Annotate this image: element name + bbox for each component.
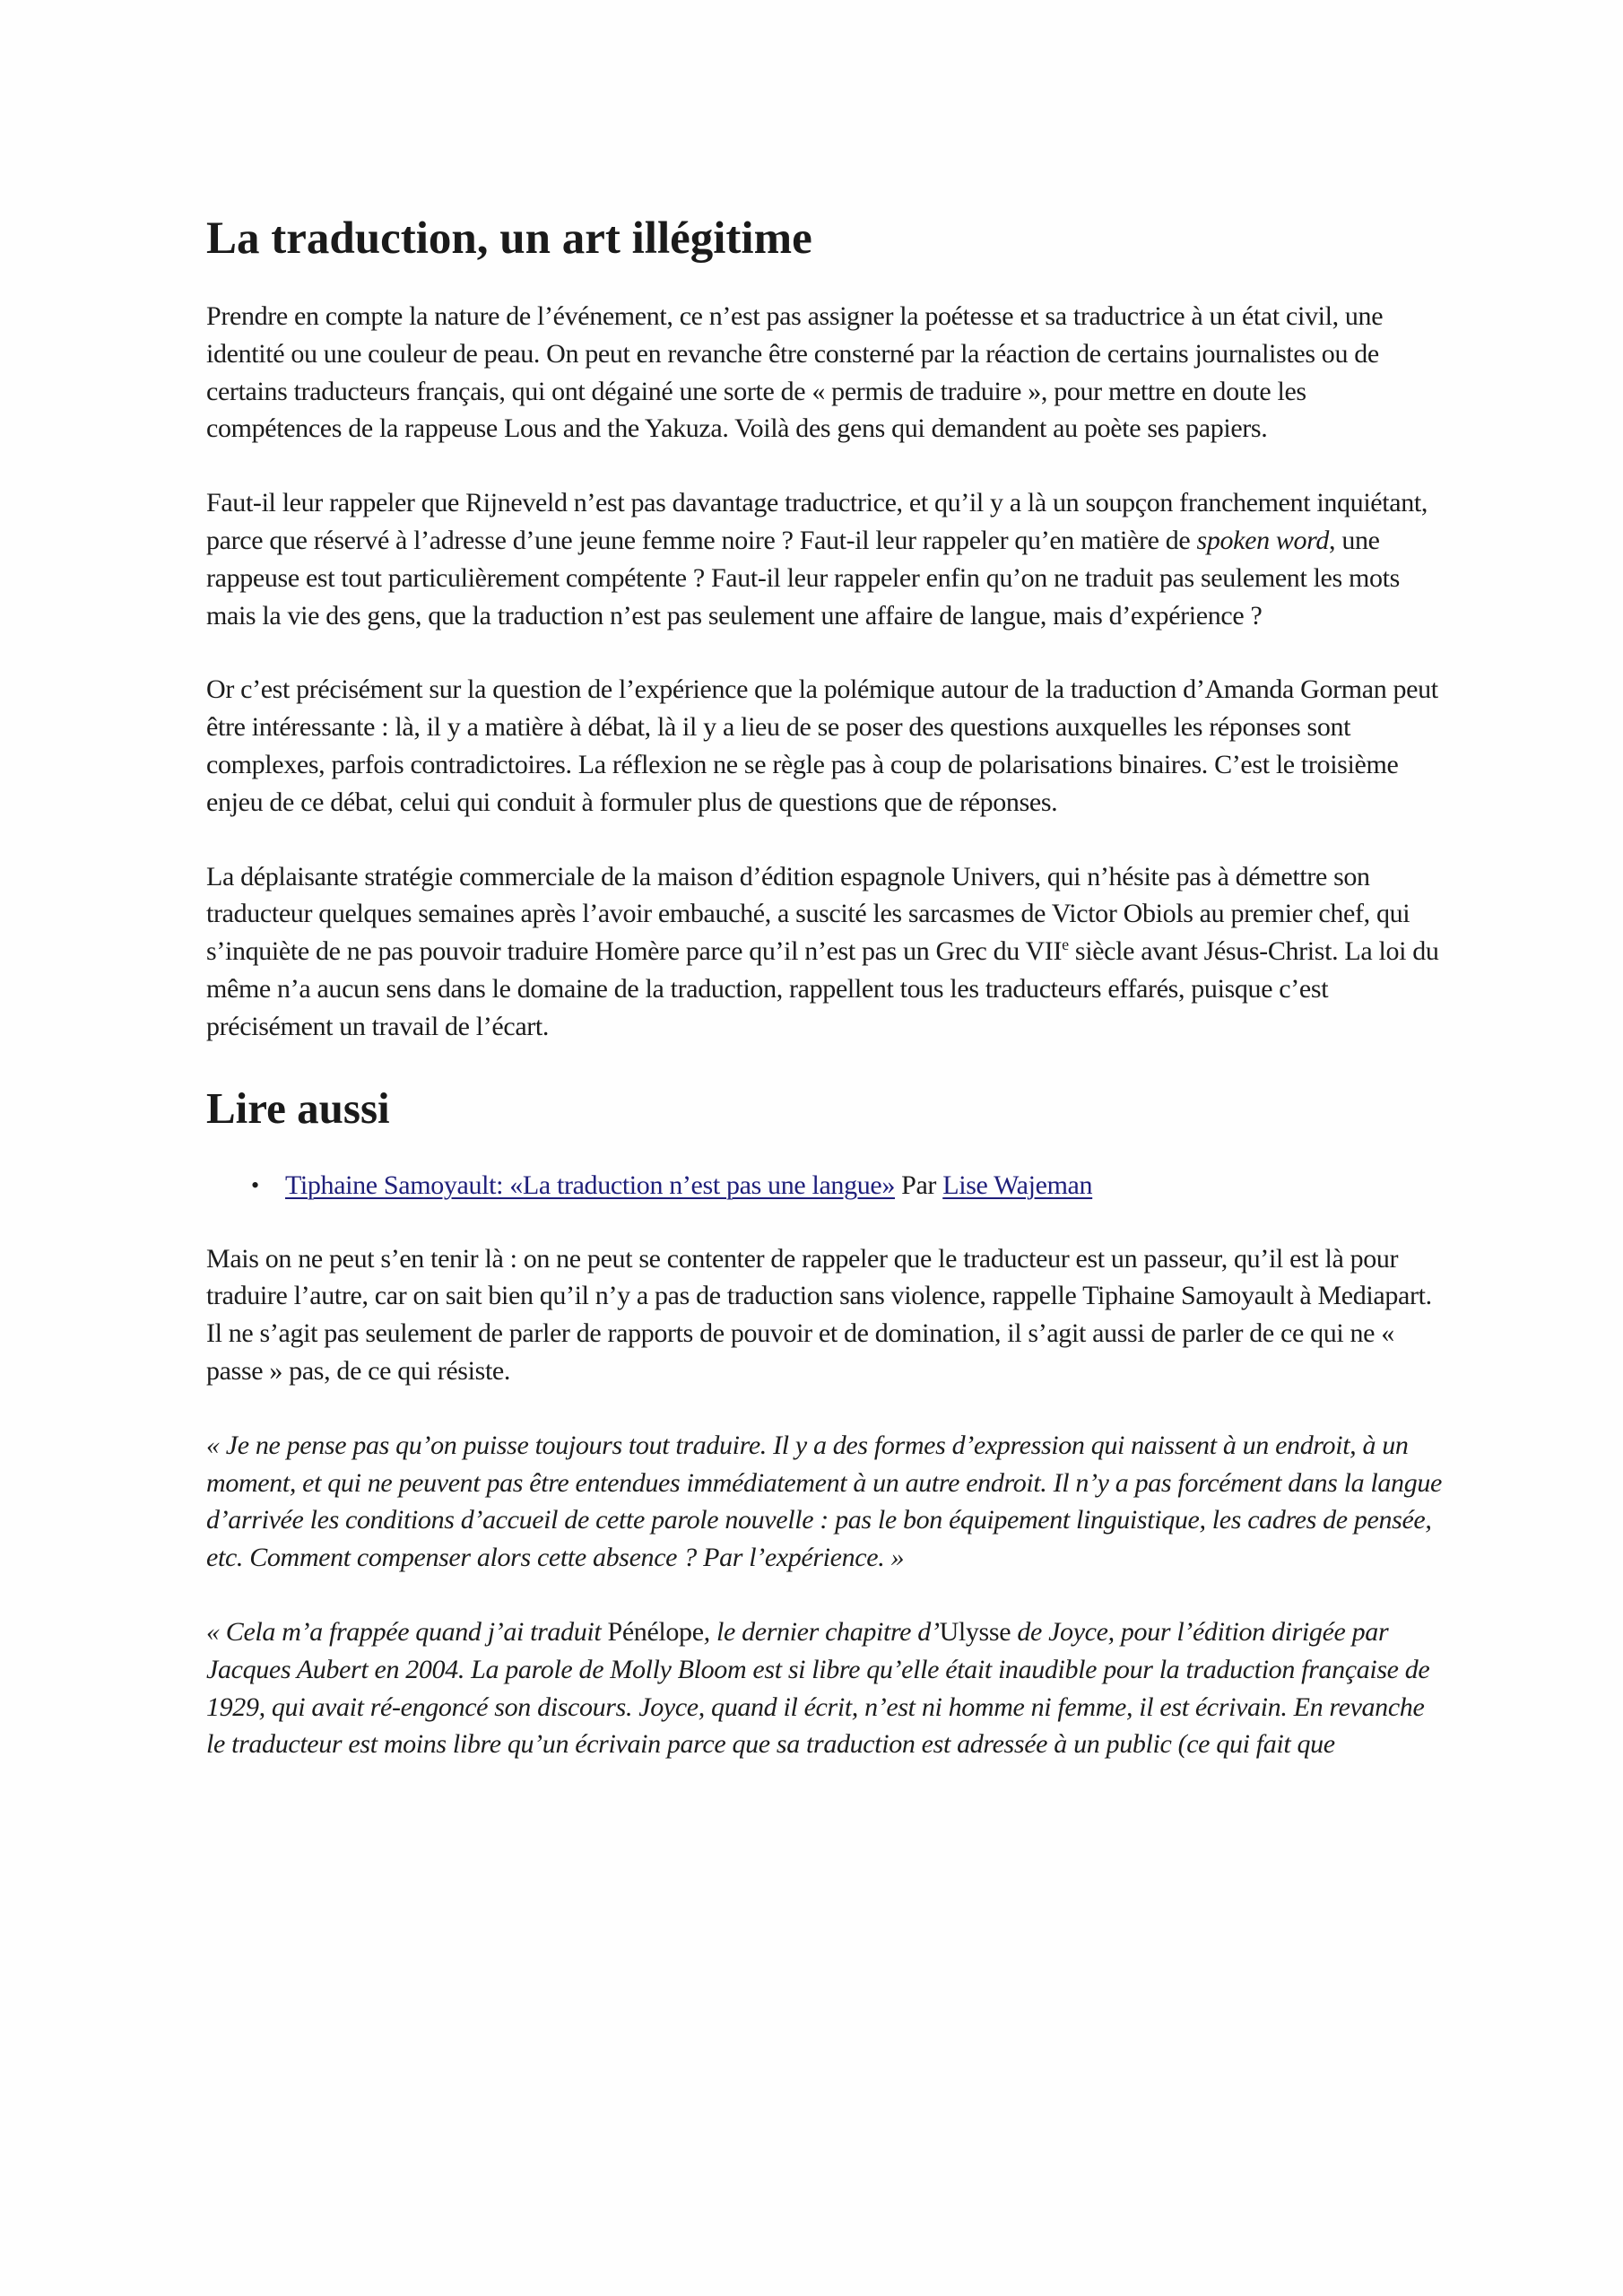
text-segment: siècle avant Jésus-Christ. La loi du même n’a aucun sens dans le domaine de la traduction, rappellent tous les traducteurs effarés, puisque c’est précisément un travail de l’écart.	[206, 936, 1439, 1041]
document-page	[206, 212, 1444, 1800]
related-item	[251, 1167, 1444, 1205]
quote-penelope	[206, 1613, 1444, 1763]
author-link[interactable]: Lise Wajeman	[942, 1170, 1093, 1200]
paragraph-rijneveld	[206, 484, 1444, 634]
article-title: La traduction, un art illégitime	[206, 213, 812, 264]
paragraph-univers	[206, 858, 1444, 1046]
related-article-link[interactable]: Tiphaine Samoyault: «La traduction n’est pas une langue»	[285, 1170, 895, 1200]
paragraph-passeur: Mais on ne peut s’en tenir là : on ne peut se contenter de rappeler que le traducteur est un passeur, qu’il est là pour traduire l’autre, car on sait bien qu’il n’y a pas de traduction sans violence, rappelle Tiphaine Samoyault à Mediapart. Il ne s’agit pas seulement de parler de rapports de pouvoir et de domination, il s’agit aussi de parler de ce qui ne « passe » pas, de ce qui résiste.	[206, 1243, 1432, 1386]
work-title: Ulysse	[939, 1616, 1011, 1647]
work-title: Pénélope	[607, 1616, 704, 1647]
text-segment: , le dernier chapitre d’	[703, 1616, 940, 1647]
italic-term: spoken word	[1196, 525, 1330, 555]
text-segment: La déplaisante stratégie commerciale de la maison d’édition espagnole Univers, qui n’hésite pas à démettre son traducteur quelques semaines après l’avoir embauché, a suscité les sarcasmes de Victor Obiols au premier chef, qui s’inquiète de ne pas pouvoir traduire Homère parce qu’il n’est pas un Grec du VII	[206, 861, 1410, 967]
related-heading: Lire aussi	[206, 1083, 390, 1133]
paragraph-intro: Prendre en compte la nature de l’événement, ce n’est pas assigner la poétesse et sa traductrice à un état civil, une identité ou une couleur de peau. On peut en revanche être consterné par la réaction de certains journalistes ou de certains traducteurs français, qui ont dégainé une sorte de « permis de traduire », pour mettre en doute les compétences de la rappeuse Lous and the Yakuza. Voilà des gens qui demandent au poète ses papiers.	[206, 301, 1384, 444]
ordinal-superscript: e	[1062, 935, 1069, 954]
text-segment: , une rappeuse est tout particulièrement compétente ? Faut-il leur rappeler enfin qu’on ne traduit pas seulement les mots mais la vie des gens, que la traduction n’est pas seulement une affaire de langue, mais d’expérience ?	[206, 525, 1400, 631]
quote-experience: « Je ne pense pas qu’on puisse toujours tout traduire. Il y a des formes d’expression qui naissent à un endroit, à un moment, et qui ne peuvent pas être entendues immédiatement à un autre endroit. Il n’y a pas forcément dans la langue d’arrivée les conditions d’accueil de cette parole nouvelle : pas le bon équipement linguistique, les cadres de pensée, etc. Comment compenser alors cette absence ? Par l’expérience. »	[206, 1430, 1442, 1573]
byline-label: Par	[894, 1170, 943, 1200]
text-segment: Faut-il leur rappeler que Rijneveld n’est pas davantage traductrice, et qu’il y a là un soupçon franchement inquiétant, parce que réservé à l’adresse d’une jeune femme noire ? Faut-il leur rappeler qu’en matière de	[206, 488, 1428, 555]
text-segment: « Cela m’a frappée quand j’ai traduit	[206, 1616, 608, 1647]
text-segment: de Joyce, pour l’édition dirigée par Jacques Aubert en 2004. La parole de Molly Bloom est si libre qu’elle était inaudible pour la traduction française de 1929, qui avait ré-engoncé son discours. Joyce, quand il écrit, n’est ni homme ni femme, il est écrivain. En revanche le traducteur est moins libre qu’un écrivain parce que sa traduction est adressée à un public (ce qui fait que	[206, 1616, 1430, 1760]
paragraph-experience: Or c’est précisément sur la question de l’expérience que la polémique autour de la traduction d’Amanda Gorman peut être intéressante : là, il y a matière à débat, là il y a lieu de se poser des questions auxquelles les réponses sont complexes, parfois contradictoires. La réflexion ne se règle pas à coup de polarisations binaires. C’est le troisième enjeu de ce débat, celui qui conduit à formuler plus de questions que de réponses.	[206, 674, 1438, 817]
bullet-icon: •	[251, 1171, 259, 1198]
related-list	[206, 1167, 1444, 1205]
